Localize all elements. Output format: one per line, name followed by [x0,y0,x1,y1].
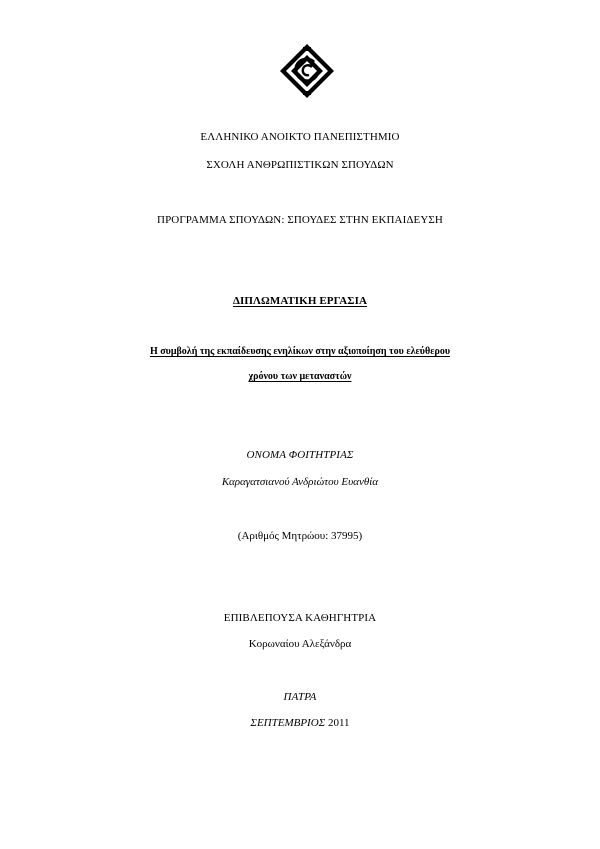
student-name: Καραγατσιανού Ανδριώτου Ευανθία [221,476,379,488]
supervisor-label: ΕΠΙΒΛΕΠΟΥΣΑ ΚΑΘΗΓΗΤΡΙΑ [223,612,377,624]
thesis-type: ΔΙΠΛΩΜΑΤΙΚΗ ΕΡΓΑΣΙΑ [232,295,368,307]
student-label: ΟΝΟΜΑ ΦΟΙΤΗΤΡΙΑΣ [246,449,354,461]
registration-number: (Αριθμός Μητρώου: 37995) [237,530,363,542]
city: ΠΑΤΡΑ [283,691,317,703]
university-name: ΕΛΛΗΝΙΚΟ ΑΝΟΙΚΤΟ ΠΑΝΕΠΙΣΤΗΜΙΟ [200,131,400,143]
university-emblem-graphic [279,43,335,99]
thesis-title-line-1: Η συμβολή της εκπαίδευσης ενηλίκων στην αξιοποίηση του ελεύθερου [149,346,451,357]
month: ΣΕΠΤΕΜΒΡΙΟΣ [250,717,326,729]
thesis-title-line-2: χρόνου των μεταναστών [248,371,352,382]
school-name: ΣΧΟΛΗ ΑΝΘΡΩΠΙΣΤΙΚΩΝ ΣΠΟΥΔΩΝ [206,159,394,171]
supervisor-name: Κορωναίου Αλεξάνδρα [248,638,352,650]
year: 2011 [327,717,350,729]
program-name: ΠΡΟΓΡΑΜΜΑ ΣΠΟΥΔΩΝ: ΣΠΟΥΔΕΣ ΣΤΗΝ ΕΚΠΑΙΔΕΥΣΗ [157,214,443,226]
university-emblem-icon [279,43,335,99]
date-line [0,717,600,729]
